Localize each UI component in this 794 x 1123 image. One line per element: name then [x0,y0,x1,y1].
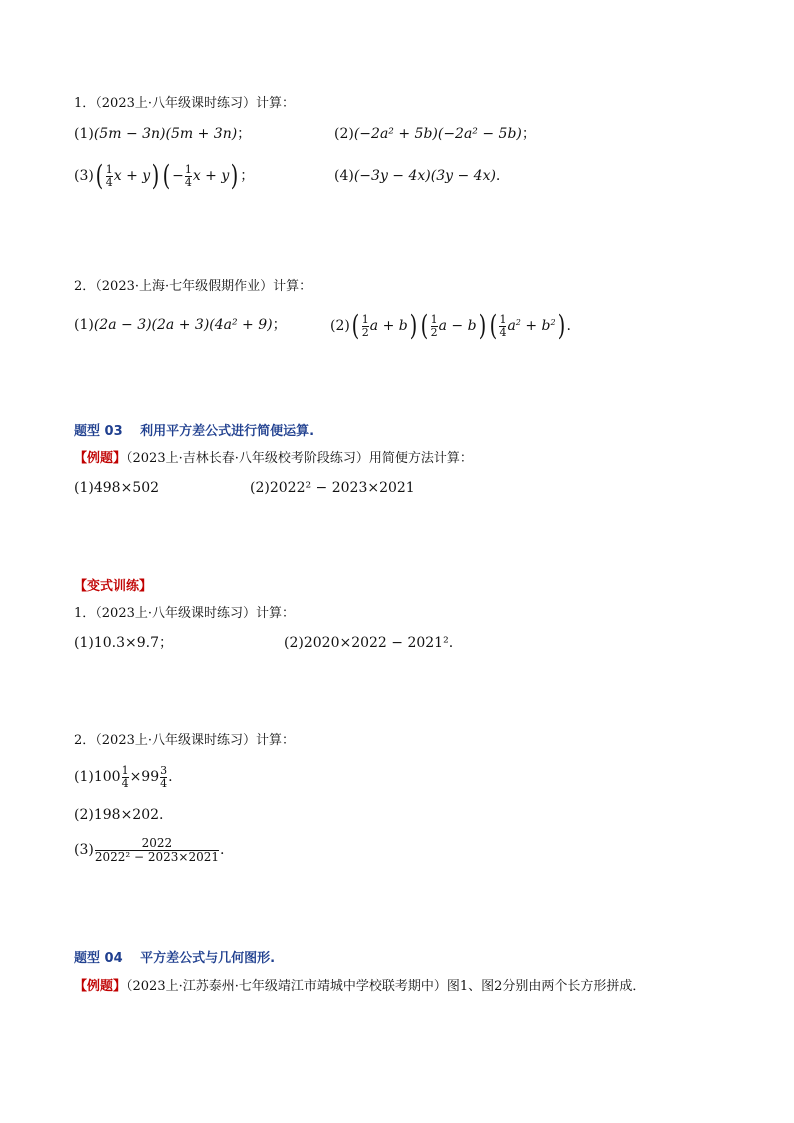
math-expression: 498×502 [93,480,160,496]
math-expression: 198×202 [93,807,160,823]
fraction-one-quarter: $\frac{1}{4}$ [499,312,507,339]
question-1-part-2: (2)(−2a² + 5b)(−2a² − 5b)； [334,126,536,142]
math-expression: 2020×2022 − 2021² [303,635,449,651]
fraction-expression: $\frac{2022}{\text{2022² − 2023×2021}}$ [94,835,220,864]
question-1-part-3: (3) ( $\frac{1}{4}$ x + y ) ( − $\frac{1}{4}$ x + y ) ； [74,159,255,192]
variant-1-stem: 1．（2023上·八年级课时练习）计算： [74,606,295,621]
example-line-type-04: 【例题】（2023上·江苏泰州·七年级靖江市靖城中学校联考期中）图1、图2分别由两个长方形拼成． [74,979,646,994]
variant-1-part-1: (1)10.3×9.7； [74,635,174,651]
question-2-part-1: (1)(2a − 3)(2a + 3)(4a² + 9)； [74,317,287,333]
example-tag: 【例题】 [74,979,127,994]
variant-training-tag: 【变式训练】 [74,579,153,594]
variant-2-part-2: (2)198×202. [74,807,164,823]
fraction-one-quarter: $\frac{1}{4}$ [184,162,192,189]
variant-2-part-1: (1) 100 $\frac{1}{4}$ ×99 $\frac{3}{4}$ . [74,763,173,790]
example-part-2: (2)2022² − 2023×2021 [250,480,415,496]
question-1-part-1: (1)(5m − 3n)(5m + 3n)； [74,126,252,142]
section-heading-type-03: 题型 03 利用平方差公式进行简便运算. [74,424,315,439]
math-expression: (5m − 3n)(5m + 3n) [93,126,238,142]
fraction-three-quarters: $\frac{3}{4}$ [160,763,168,790]
example-part-1: (1)498×502 [74,480,160,496]
section-heading-type-04: 题型 04 平方差公式与几何图形. [74,951,276,966]
question-2-part-2: (2) ( $\frac{1}{2}$ a + b ) ( $\frac{1}{2}$ a − b ) ( $\frac{1}{4}$ $a^2 + b^2$ ) . [330,309,571,342]
math-expression: 10.3×9.7 [93,635,160,651]
variant-1-part-2: (2)2020×2022 − 2021². [284,635,454,651]
variant-2-stem: 2．（2023上·八年级课时练习）计算： [74,733,295,748]
math-expression: (2a − 3)(2a + 3)(4a² + 9) [93,317,273,333]
math-expression: 2022² − 2023×2021 [269,480,415,496]
fraction-one-quarter: $\frac{1}{4}$ [121,763,129,790]
question-2-stem: 2．（2023·上海·七年级假期作业）计算： [74,279,313,294]
example-tag: 【例题】 [74,451,127,466]
variant-2-part-3: (3) $\frac{2022}{\text{2022² − 2023×2021}}$ . [74,835,225,864]
math-expression: (−3y − 4x)(3y − 4x) [353,168,496,184]
fraction-one-half: $\frac{1}{2}$ [430,312,438,339]
math-expression: (−2a² + 5b)(−2a² − 5b) [353,126,522,142]
question-1-part-4: (4)(−3y − 4x)(3y − 4x). [334,168,501,184]
fraction-one-half: $\frac{1}{2}$ [361,312,369,339]
question-1-stem: 1．（2023上·八年级课时练习）计算： [74,96,295,111]
example-line-type-03: 【例题】（2023上·吉林长春·八年级校考阶段练习）用简便方法计算： [74,451,473,466]
fraction-one-quarter: $\frac{1}{4}$ [105,162,113,189]
